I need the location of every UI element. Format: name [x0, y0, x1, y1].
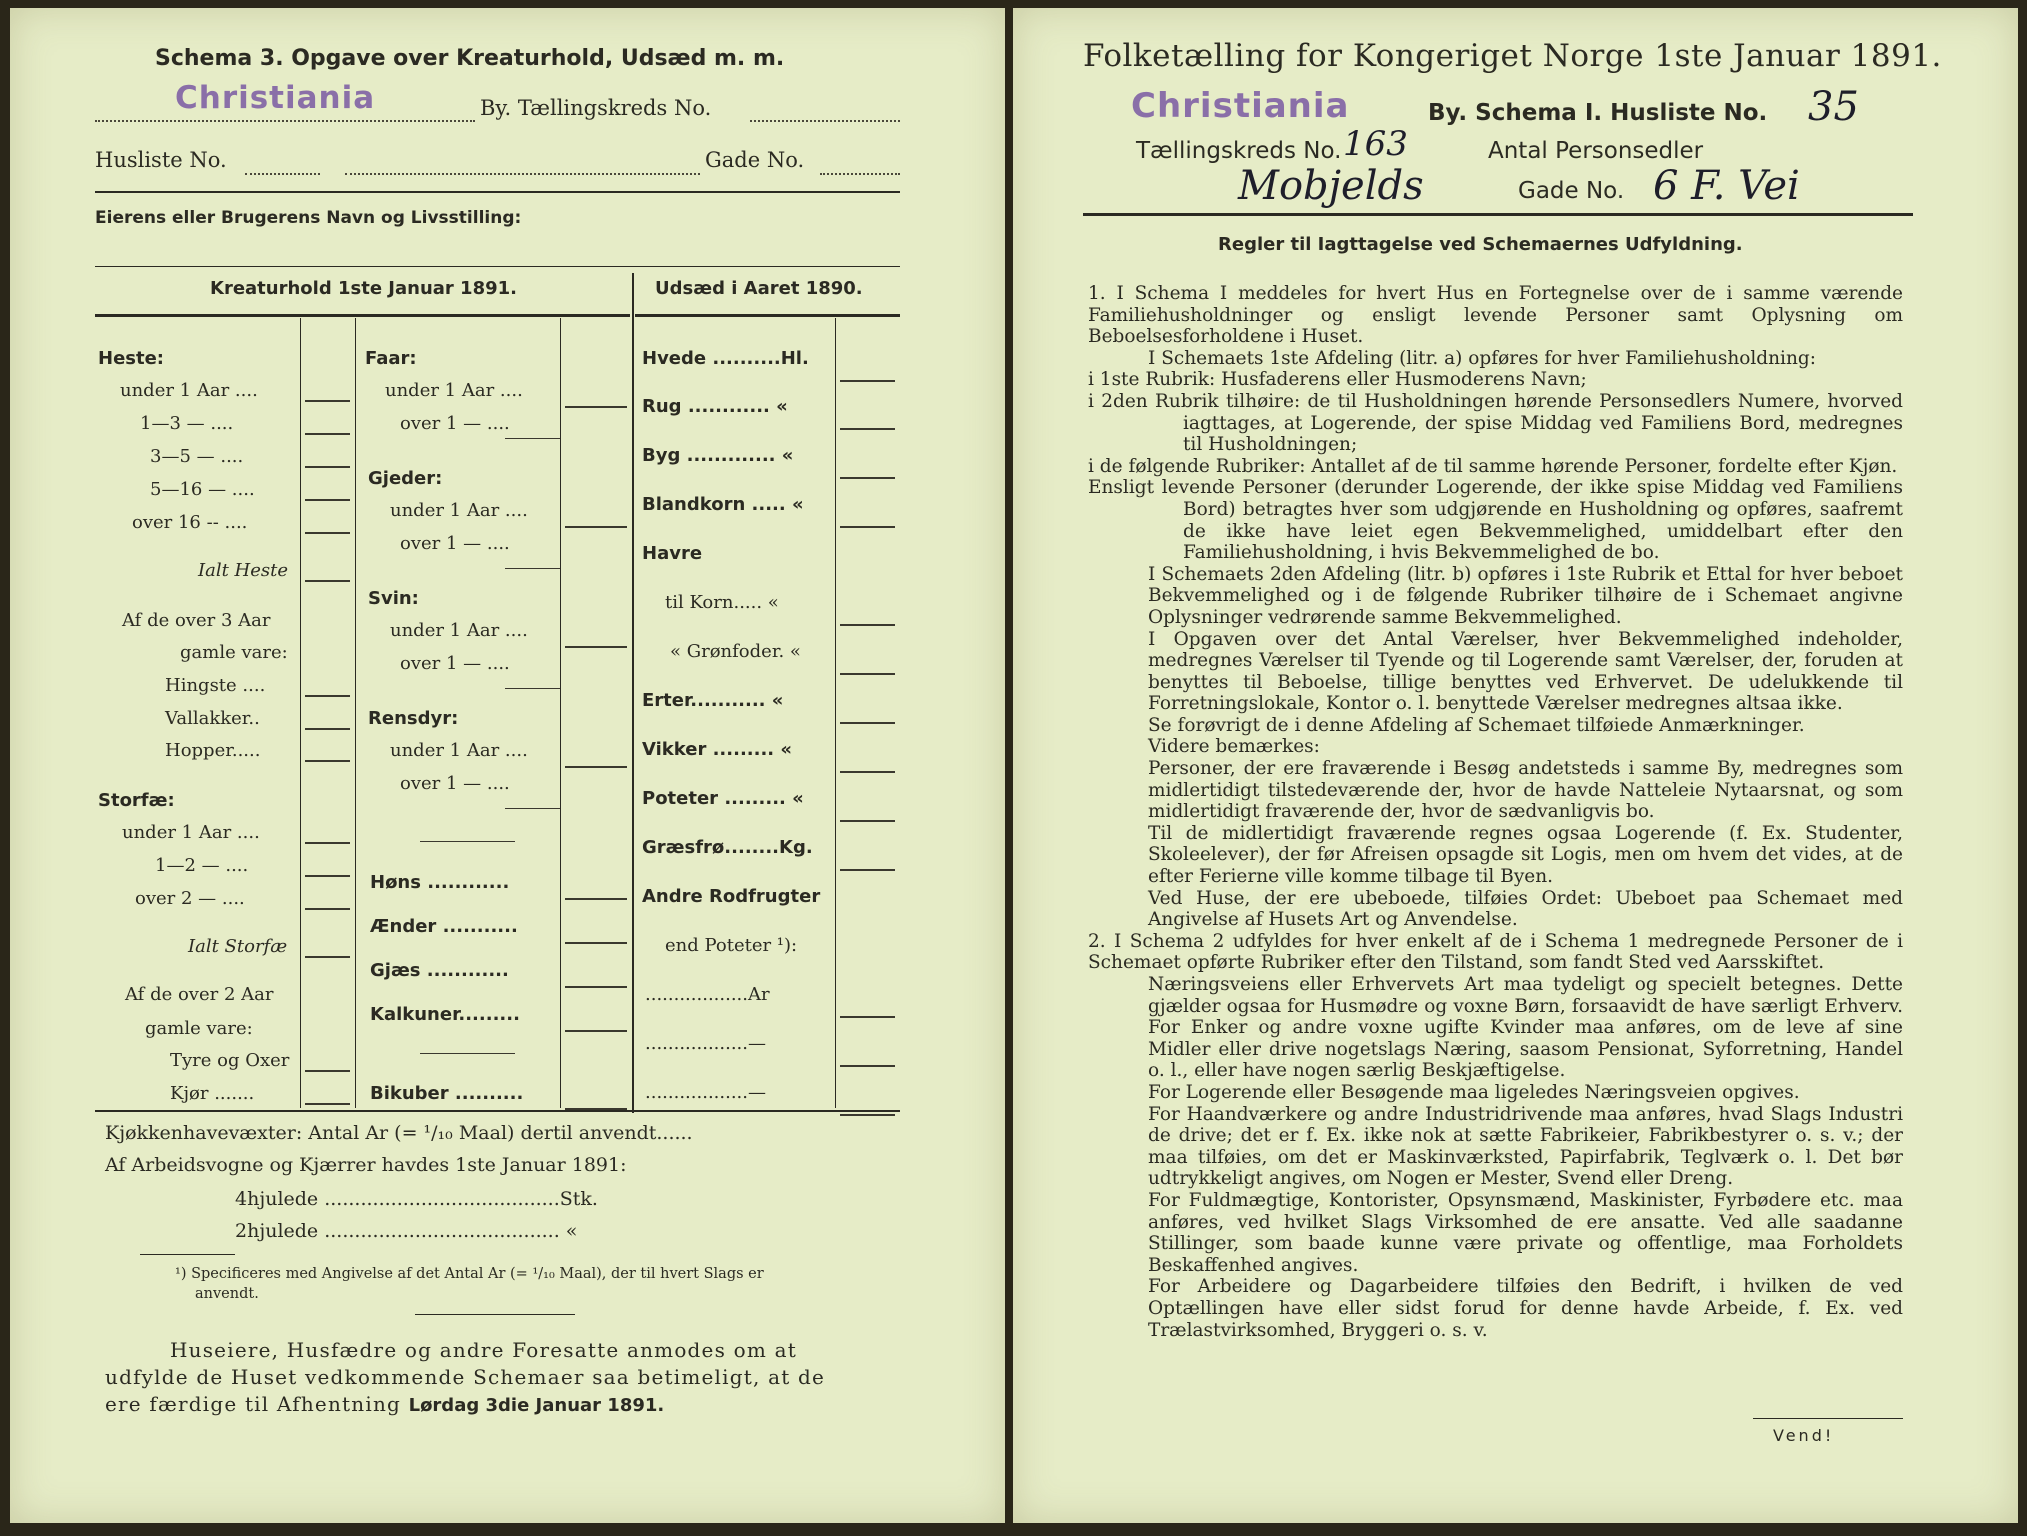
reindeer-row: over 1 — ....	[400, 773, 510, 794]
seed-row: Hvede ..........Hl.	[642, 348, 809, 369]
entry-blank	[305, 580, 350, 582]
seed-row: Poteter ......... «	[642, 788, 804, 809]
rule-paragraph: I Opgaven over det Antal Værelser, hver Bekvemmelighed indeholder, medregnes Værelser til Tyende og til Logerende samt Værelser, der, foruden at benyttes til Beboelse, tillige benyttes ved Erhvervet. De udelukkende til Forretningslokale, Kontor o. l. benyttede Værelser medregnes altsaa ikke.	[1148, 628, 1903, 715]
entry-blank	[840, 869, 895, 871]
wagons-line: Af Arbeidsvogne og Kjærrer havdes 1ste Januar 1891:	[105, 1154, 627, 1176]
divider	[635, 314, 900, 317]
column-rule	[560, 318, 561, 1108]
pig-row: under 1 Aar ....	[390, 620, 528, 641]
entry-blank	[565, 766, 627, 768]
footnote: ¹) Specificeres med Angivelse af det Antal Ar (= ¹/₁₀ Maal), der til hvert Slags er	[175, 1266, 764, 1282]
goat-row: over 1 — ....	[400, 533, 510, 554]
schema3-title: Schema 3. Opgave over Kreaturhold, Udsæd m. m.	[155, 46, 785, 71]
right-page	[1013, 8, 2018, 1523]
rule-paragraph: i 1ste Rubrik: Husfaderens eller Husmoderens Navn;	[1088, 369, 1587, 391]
turn-over: Vend!	[1773, 1426, 1835, 1445]
divider	[95, 314, 630, 317]
seed-row: Vikker ......... «	[642, 739, 793, 760]
poultry-row: Gjæs ............	[370, 960, 509, 981]
entry-blank	[305, 760, 350, 762]
sheep-row: under 1 Aar ....	[385, 380, 523, 401]
cattle-sub-row: Kjør .......	[170, 1083, 255, 1104]
pigs-heading: Svin:	[368, 588, 419, 609]
entry-blank	[305, 1103, 350, 1105]
seed-row: ..................—	[645, 1082, 766, 1103]
seed-row: end Poteter ¹):	[665, 935, 798, 956]
entry-blank	[840, 722, 895, 724]
rule-paragraph: Personer, der ere fraværende i Besøg andetsteds i samme By, medregnes som midlertidigt tilstedeværende der, hvor de havde Natteleie Nytaarsnat, og som midlertidigt fraværende der, hvor de sædvanligvis bo.	[1148, 758, 1903, 823]
street-line	[345, 173, 700, 175]
two-wheel-line: 2hjulede ....................................... «	[235, 1220, 578, 1242]
kreds-label: Tællingskreds No.	[1136, 138, 1342, 164]
cattle-sub-row: Tyre og Oxer	[170, 1050, 290, 1071]
kreds-number: 163	[1343, 124, 1408, 164]
entry-blank	[305, 695, 350, 697]
reindeer-heading: Rensdyr:	[368, 708, 459, 729]
horse-row: 1—3 — ....	[140, 413, 234, 434]
rule-paragraph: I Schemaets 1ste Afdeling (litr. a) opføres for hver Familiehusholdning:	[1148, 347, 1816, 369]
poultry-row: Kalkuner.........	[370, 1004, 520, 1025]
cattle-sub-heading: Af de over 2 Aar	[125, 984, 274, 1005]
census-title: Folketælling for Kongeriget Norge 1ste Januar 1891.	[1083, 38, 1942, 74]
kitchen-line: Kjøkkenhavevæxter: Antal Ar (= ¹/₁₀ Maal) dertil anvendt......	[105, 1122, 693, 1144]
entry-blank	[305, 433, 350, 435]
closing-text: udfylde de Huset vedkommende Schemaer saa betimeligt, at de	[105, 1365, 826, 1389]
column-rule	[632, 273, 634, 1113]
cattle-row: 1—2 — ....	[155, 855, 249, 876]
horse-row: under 1 Aar ....	[120, 380, 258, 401]
horse-sub-row: Vallakker..	[165, 708, 260, 729]
poultry-row: Høns ............	[370, 872, 510, 893]
entry-blank	[305, 466, 350, 468]
rule-paragraph: Ved Huse, der ere ubeboede, tilføies Ordet: Ubeboet paa Schemaet med Angivelse af Husets Art og Anvendelse.	[1148, 887, 1903, 931]
closing-text: Huseiere, Husfædre og andre Foresatte anmodes om at	[170, 1338, 797, 1362]
seed-row: til Korn..... «	[665, 592, 779, 613]
seed-row: Erter........... «	[642, 690, 784, 711]
goats-heading: Gjeder:	[368, 468, 443, 489]
gade-label: Gade No.	[705, 148, 805, 172]
divider	[140, 1254, 235, 1255]
rule-paragraph: For Logerende eller Besøgende maa ligeledes Næringsveien opgives.	[1148, 1081, 1800, 1103]
rules-body	[1088, 283, 1903, 1341]
owner-label: Eierens eller Brugerens Navn og Livsstilling:	[95, 208, 522, 228]
entry-blank	[305, 875, 350, 877]
seed-row: Blandkorn ..... «	[642, 494, 804, 515]
seed-row: Andre Rodfrugter	[642, 886, 821, 907]
rule-paragraph: I Schemaets 2den Afdeling (litr. b) opføres i 1ste Rubrik et Ettal for hver beboet Bekvemmelighed og i de følgende Rubriker tilhøire de i Schemaet angivne Oplysninger vedrørende samme Bekvemmelighed.	[1148, 563, 1903, 628]
livestock-header: Kreaturhold 1ste Januar 1891.	[210, 278, 517, 299]
closing-text-start: ere færdige til Afhentning	[105, 1392, 402, 1416]
column-rule	[355, 318, 356, 1108]
gade-line	[820, 173, 900, 175]
rule-paragraph: For Haandværkere og andre Industridrivende maa anføres, hvad Slags Industri de drive; det er f. Ex. ikke nok at sætte Fabrikeier, Fabrikbestyrer o. s. v.; der maa tilføies, om det er Maskinværksted, Papirfabrik, Teglværk o. l. Det bør udtrykkeligt angives, om Nogen er Mester, Svend eller Dreng.	[1148, 1103, 1903, 1190]
column-rule	[835, 318, 836, 1108]
entry-blank	[840, 673, 895, 675]
entry-blank	[840, 380, 895, 382]
entry-blank	[840, 428, 895, 430]
rule-paragraph: Se forøvrigt de i denne Afdeling af Schemaet tilføiede Anmærkninger.	[1148, 714, 1805, 736]
entry-blank	[565, 986, 627, 988]
seed-row: ..................Ar	[645, 984, 770, 1005]
closing-text	[105, 1392, 664, 1416]
entry-blank	[840, 820, 895, 822]
entry-blank	[505, 438, 560, 439]
entry-blank	[565, 646, 627, 648]
city-stamp: Christiania	[175, 80, 376, 116]
rule-paragraph: Videre bemærkes:	[1148, 736, 1320, 758]
separator	[420, 841, 515, 842]
gade-label: Gade No.	[1518, 178, 1625, 204]
seed-row: Byg ............. «	[642, 445, 794, 466]
horse-row: over 16 -- ....	[132, 512, 248, 533]
entry-blank	[840, 526, 895, 528]
entry-blank	[305, 842, 350, 844]
horse-row: 5—16 — ....	[150, 479, 255, 500]
cattle-sub-heading: gamle vare:	[145, 1018, 253, 1039]
kreds-line	[750, 120, 900, 122]
horses-sub-heading: Af de over 3 Aar	[122, 610, 271, 631]
left-page	[10, 8, 1005, 1523]
entry-blank	[505, 808, 560, 809]
divider	[1083, 213, 1913, 216]
entry-blank	[505, 568, 560, 569]
seed-row: Havre	[642, 543, 703, 564]
rule-paragraph: i de følgende Rubriker: Antallet af de til samme hørende Personer, fordelte efter Kjøn.	[1088, 455, 1898, 477]
horses-sub-heading: gamle vare:	[180, 642, 288, 663]
rule-paragraph: For Arbeidere og Dagarbeidere tilføies den Bedrift, i hvilken de ved Optællingen have eller sidst forud for denne havde Arbeide, f. Ex. ved Trælastvirksomhed, Bryggeri o. s. v.	[1148, 1276, 1903, 1341]
divider	[95, 266, 900, 267]
entry-blank	[505, 688, 560, 689]
four-wheel-line: 4hjulede .......................................Stk.	[235, 1188, 598, 1210]
horses-heading: Heste:	[98, 348, 164, 369]
poultry-row: Bikuber ..........	[370, 1083, 524, 1104]
entry-blank	[840, 477, 895, 479]
divider	[415, 1314, 575, 1315]
rule-paragraph: Ensligt levende Personer (derunder Logerende, der ikke spise Middag ved Familiens Bord) betragtes hver som udgjørende en Husholdning og opføres, saafremt de ikke have leiet egen Bekvemmelighed, umiddelbart efter den Familiehusholdning, i hvis Bekvemmelighed de bo.	[1088, 477, 1903, 564]
entry-blank	[305, 908, 350, 910]
entry-blank	[305, 499, 350, 501]
city-line	[95, 120, 475, 122]
by-label: By. Tællingskreds No.	[480, 96, 712, 120]
entry-blank	[840, 624, 895, 626]
poultry-row: Ænder ...........	[370, 916, 518, 937]
rules-heading: Regler til Iagttagelse ved Schemaernes Udfyldning.	[1218, 234, 1743, 255]
rule-paragraph: 2. I Schema 2 udfyldes for hver enkelt af de i Schema 1 medregnede Personer de i Schemaet opførte Rubriker efter den Tilstand, som fandt Sted ved Aarsskiftet.	[1088, 930, 1903, 974]
entry-blank	[840, 1065, 895, 1067]
city-stamp: Christiania	[1131, 86, 1350, 126]
divider	[95, 191, 900, 193]
entry-blank	[840, 1016, 895, 1018]
entry-blank	[305, 532, 350, 534]
entry-blank	[565, 526, 627, 528]
sheep-row: over 1 — ....	[400, 413, 510, 434]
seed-header: Udsæd i Aaret 1890.	[655, 278, 863, 299]
footnote: anvendt.	[195, 1286, 259, 1302]
husliste-label: Husliste No.	[95, 148, 227, 172]
entry-blank	[305, 400, 350, 402]
cattle-total: Ialt Storfæ	[188, 936, 288, 957]
separator	[420, 1053, 515, 1054]
reindeer-row: under 1 Aar ....	[390, 740, 528, 761]
entry-blank	[565, 1030, 627, 1032]
horse-row: 3—5 — ....	[150, 446, 244, 467]
column-rule	[300, 318, 301, 1108]
horse-sub-row: Hingste ....	[165, 675, 266, 696]
entry-blank	[565, 406, 627, 408]
seed-row: Rug ............ «	[642, 396, 788, 417]
rule-paragraph: i 2den Rubrik tilhøire: de til Husholdningen hørende Personsedlers Numere, hvorved iagttages, at Logerende, der spise Middag ved Familiens Bord, medregnes til Husholdningen;	[1088, 390, 1903, 456]
pig-row: over 1 — ....	[400, 653, 510, 674]
husliste-line	[245, 173, 320, 175]
antal-label: Antal Personsedler	[1488, 138, 1704, 164]
by-schema-label: By. Schema I. Husliste No.	[1428, 100, 1768, 126]
entry-blank	[305, 728, 350, 730]
closing-date: Lørdag 3die Januar 1891.	[408, 1395, 665, 1416]
rule-paragraph: Næringsveiens eller Erhvervets Art maa tydeligt og specielt betegnes. Dette gjælder ogsaa for Husmødre og voxne Børn, forsaavidt de have særligt Erhverv. For Enker og andre voxne ugifte Kvinder maa anføres, om de leve af sine Midler eller drive nogetslags Næring, saasom Pensionat, Syforretning, Handel o. l., eller have nogen særlig Beskjæftigelse.	[1148, 974, 1903, 1082]
entry-blank	[840, 1114, 895, 1116]
horse-sub-row: Hopper.....	[165, 740, 261, 761]
horses-total: Ialt Heste	[198, 560, 289, 581]
seed-row: Græsfrø........Kg.	[642, 837, 813, 858]
rule-paragraph: For Fuldmægtige, Kontorister, Opsynsmænd, Maskinister, Fyrbødere etc. maa anføres, ved hvilket Slags Virksomhed de ere ansatte. Ved alle saadanne Stillinger, som baade kunne være private og offentlige, maa Forholdets Beskaffenhed angives.	[1148, 1189, 1903, 1276]
husliste-number: 35	[1808, 84, 1859, 130]
cattle-heading: Storfæ:	[98, 790, 175, 811]
rule-paragraph: 1. I Schema I meddeles for hvert Hus en Fortegnelse over de i samme værende Familiehusholdninger og ensligt levende Personer samt Oplysning om Beboelsesforholdene i Huset.	[1088, 283, 1903, 348]
divider	[1753, 1418, 1903, 1419]
seed-row: « Grønfoder. «	[670, 641, 801, 662]
goat-row: under 1 Aar ....	[390, 500, 528, 521]
entry-blank	[840, 771, 895, 773]
cattle-row: under 1 Aar ....	[122, 822, 260, 843]
gade-number: 6 F. Vei	[1653, 163, 1800, 209]
street-name: Mobjelds	[1238, 163, 1424, 209]
cattle-row: over 2 — ....	[135, 888, 245, 909]
seed-row: ..................—	[645, 1033, 766, 1054]
entry-blank	[565, 942, 627, 944]
entry-blank	[565, 898, 627, 900]
rule-paragraph: Til de midlertidigt fraværende regnes ogsaa Logerende (f. Ex. Studenter, Skoleelever), der før Afreisen opsagde sit Logis, men om hvem det vides, at de efter Ferierne ville komme tilbage til Byen.	[1148, 822, 1903, 888]
entry-blank	[305, 1070, 350, 1072]
entry-blank	[305, 956, 350, 958]
divider	[95, 1110, 900, 1112]
sheep-heading: Faar:	[365, 348, 417, 369]
